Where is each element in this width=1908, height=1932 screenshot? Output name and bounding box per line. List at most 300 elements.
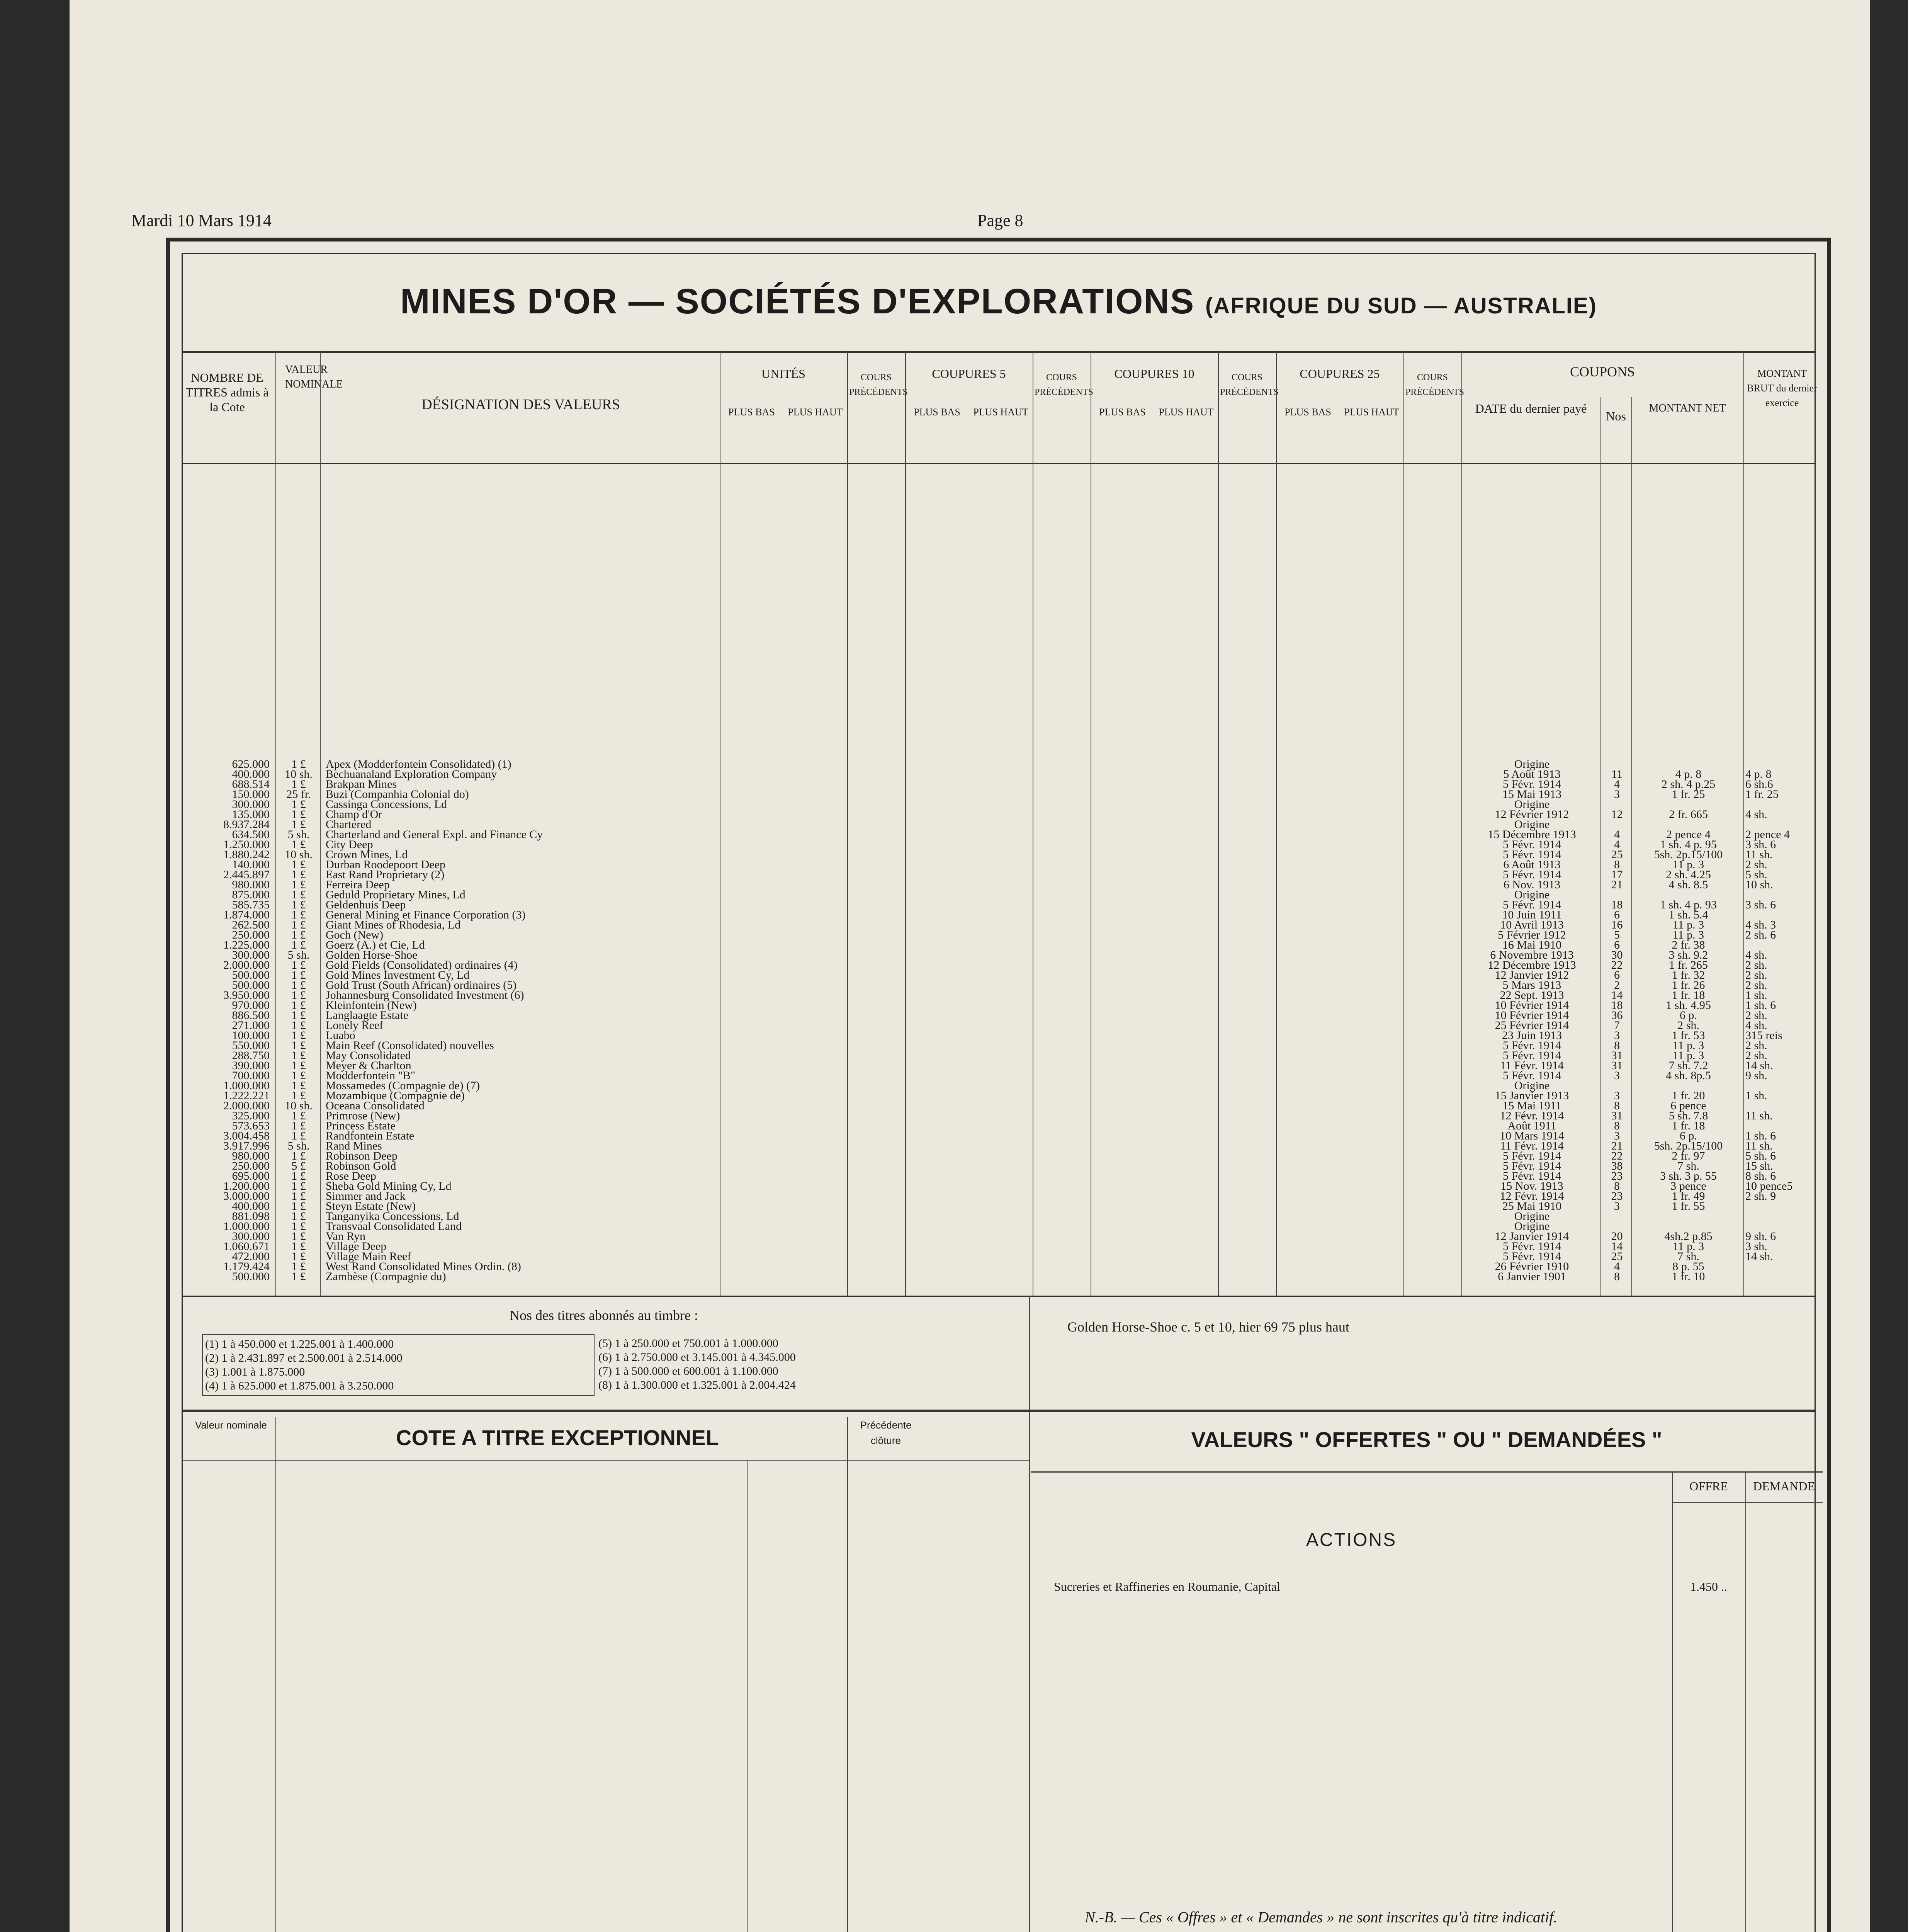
row-designation: Primrose (New): [326, 1109, 400, 1122]
abonnes-line: (1) 1 à 450.000 et 1.225.001 à 1.400.000: [205, 1338, 394, 1350]
row-designation: Rose Deep: [326, 1170, 376, 1182]
row-coupon-date: 12 Janvier 1912: [1495, 969, 1569, 981]
row-coupon-no: 14: [1611, 1240, 1623, 1253]
row-nombre: 300.000: [232, 949, 270, 961]
exc-precedente-header: Précédente clôture: [860, 1419, 912, 1446]
header-montant-brut: MONTANT BRUT du dernier exercice: [1747, 368, 1817, 408]
title-sub: (AFRIQUE DU SUD — AUSTRALIE): [1205, 293, 1597, 318]
row-nombre: 1.225.000: [223, 939, 270, 951]
row-montant-brut: 2 sh.: [1745, 1009, 1767, 1022]
row-coupon-no: 21: [1611, 878, 1623, 891]
row-montant-brut: 11 sh.: [1745, 1109, 1773, 1122]
row-coupon-no: 23: [1611, 1170, 1623, 1182]
row-designation: Charterland and General Expl. and Finance Cy: [326, 828, 543, 841]
issue-date: Mardi 10 Mars 1914: [131, 211, 272, 230]
actions-label: ACTIONS: [1306, 1530, 1397, 1550]
row-coupon-no: 4: [1614, 1260, 1620, 1273]
row-valeur: 1 £: [291, 808, 306, 821]
row-montant-brut: 3 sh.: [1745, 1240, 1767, 1253]
row-nombre: 150.000: [232, 788, 270, 801]
header-nombre: NOMBRE DE TITRES admis à la Cote: [185, 371, 269, 414]
row-coupon-no: 4: [1614, 778, 1620, 791]
row-valeur: 25 fr.: [286, 788, 311, 801]
row-coupon-date: 12 Février 1912: [1495, 808, 1569, 821]
row-coupon-date: 15 Décembre 1913: [1488, 828, 1576, 841]
row-valeur: 5 sh.: [287, 949, 310, 961]
row-montant-brut: 9 sh. 6: [1745, 1230, 1776, 1243]
row-coupon-no: 38: [1611, 1160, 1623, 1172]
title-main: MINES D'OR — SOCIÉTÉS D'EXPLORATIONS: [400, 282, 1195, 321]
row-coupon-net: 2 sh. 4.25: [1666, 868, 1711, 881]
col-rule: [1461, 351, 1462, 1296]
row-nombre: 2.000.000: [223, 1099, 270, 1112]
row-designation: Mozambique (Compagnie de): [326, 1089, 465, 1102]
row-designation: Meyer & Charlton: [326, 1059, 411, 1072]
row-valeur: 1 £: [291, 999, 306, 1012]
row-montant-brut: 2 sh.: [1745, 979, 1767, 992]
row-valeur: 1 £: [291, 918, 306, 931]
row-coupon-date: Origine: [1514, 1210, 1550, 1223]
row-coupon-no: 6: [1614, 939, 1620, 951]
row-coupon-no: 25: [1611, 1250, 1623, 1263]
header-cours-1: COURS PRÉCÉDENTS: [849, 372, 908, 397]
row-montant-brut: 5 sh. 6: [1745, 1150, 1776, 1162]
row-coupon-no: 17: [1611, 868, 1623, 881]
row-coupon-date: 5 Mars 1913: [1502, 979, 1561, 992]
row-valeur: 1 £: [291, 989, 306, 1002]
row-valeur: 1 £: [291, 1009, 306, 1022]
row-nombre: 634.500: [232, 828, 270, 841]
row-designation: Randfontein Estate: [326, 1129, 415, 1142]
row-coupon-net: 7 sh. 7.2: [1668, 1059, 1708, 1072]
col-rule: [320, 351, 321, 1296]
row-designation: Simmer and Jack: [326, 1190, 406, 1202]
row-valeur: 1 £: [291, 939, 306, 951]
row-coupon-no: 18: [1611, 999, 1623, 1012]
row-coupon-date: Origine: [1514, 1220, 1550, 1233]
row-coupon-date: 5 Févr. 1914: [1503, 868, 1561, 881]
row-nombre: 500.000: [232, 969, 270, 981]
header-cours-2: COURS PRÉCÉDENTS: [1035, 372, 1094, 397]
row-valeur: 1 £: [291, 858, 306, 871]
row-coupon-net: 11 p. 3: [1672, 1240, 1704, 1253]
row-designation: Sheba Gold Mining Cy, Ld: [326, 1180, 452, 1192]
row-coupon-date: 10 Avril 1913: [1500, 918, 1564, 931]
row-coupon-net: 1 fr. 18: [1672, 1119, 1705, 1132]
row-designation: Princess Estate: [326, 1119, 396, 1132]
row-coupon-no: 12: [1611, 808, 1623, 821]
row-nombre: 1.179.424: [223, 1260, 270, 1273]
row-valeur: 1 £: [291, 1039, 306, 1052]
row-montant-brut: 3 sh. 6: [1745, 898, 1776, 911]
row-designation: Oceana Consolidated: [326, 1099, 425, 1112]
row-nombre: 500.000: [232, 1270, 270, 1283]
row-valeur: 1 £: [291, 798, 306, 811]
row-valeur: 1 £: [291, 929, 306, 941]
row-designation: Lonely Reef: [326, 1019, 384, 1032]
row-coupon-net: 11 p. 3: [1672, 929, 1704, 941]
row-valeur: 5 sh.: [287, 828, 310, 841]
row-coupon-net: 1 fr. 18: [1672, 989, 1705, 1002]
row-valeur: 1 £: [291, 1119, 306, 1132]
offertes-nb: N.-B. — Ces « Offres » et « Demandes » ne sont inscrites qu'à titre indicatif.: [1085, 1908, 1558, 1926]
row-coupon-net: 1 fr. 10: [1672, 1270, 1705, 1283]
row-nombre: 625.000: [232, 758, 270, 770]
row-designation: Golden Horse-Shoe: [326, 949, 418, 961]
row-designation: Geldenhuis Deep: [326, 898, 406, 911]
row-coupon-net: 2 fr. 665: [1669, 808, 1708, 821]
row-montant-brut: 10 sh.: [1745, 878, 1773, 891]
row-designation: Langlaagte Estate: [326, 1009, 409, 1022]
row-coupon-date: 15 Janvier 1913: [1495, 1089, 1569, 1102]
offertes-subrule: [1672, 1502, 1823, 1503]
row-valeur: 1 £: [291, 1180, 306, 1192]
header-unites: UNITÉS: [761, 367, 805, 381]
row-valeur: 10 sh.: [285, 768, 313, 781]
row-coupon-no: 31: [1611, 1109, 1623, 1122]
header-unites-bas: PLUS BAS: [728, 406, 775, 418]
row-coupon-date: 5 Févr. 1914: [1503, 1049, 1561, 1062]
row-coupon-net: 1 fr. 49: [1672, 1190, 1705, 1202]
row-coupon-date: 6 Août 1913: [1503, 858, 1561, 871]
row-coupon-no: 16: [1611, 918, 1623, 931]
row-coupon-net: 3 sh. 3 p. 55: [1660, 1170, 1717, 1182]
row-designation: Ferreira Deep: [326, 878, 390, 891]
row-coupon-date: 10 Mars 1914: [1500, 1129, 1564, 1142]
row-coupon-date: 15 Nov. 1913: [1500, 1180, 1563, 1192]
row-designation: Main Reef (Consolidated) nouvelles: [326, 1039, 494, 1052]
row-coupon-date: 12 Févr. 1914: [1500, 1109, 1564, 1122]
row-designation: Kleinfontein (New): [326, 999, 417, 1012]
row-valeur: 1 £: [291, 1089, 306, 1102]
row-coupon-date: 5 Févr. 1914: [1503, 1039, 1561, 1052]
row-nombre: 300.000: [232, 1230, 270, 1243]
row-coupon-net: 11 p. 3: [1672, 1039, 1704, 1052]
row-valeur: 1 £: [291, 1049, 306, 1062]
offertes-item: Sucreries et Raffineries en Roumanie, Capital: [1054, 1580, 1280, 1594]
row-designation: Rand Mines: [326, 1139, 382, 1152]
row-nombre: 881.098: [232, 1210, 270, 1223]
row-coupon-net: 2 sh.: [1677, 1019, 1699, 1032]
header-designation: DÉSIGNATION DES VALEURS: [421, 396, 620, 413]
row-coupon-net: 1 fr. 32: [1672, 969, 1705, 981]
header-c5-haut: PLUS HAUT: [973, 406, 1028, 418]
row-montant-brut: 11 sh.: [1745, 848, 1773, 861]
row-coupon-date: 5 Févr. 1914: [1503, 1160, 1561, 1172]
col-rule: [847, 351, 848, 1296]
row-nombre: 3.000.000: [223, 1190, 270, 1202]
row-designation: General Mining et Finance Corporation (3): [326, 908, 526, 921]
row-montant-brut: 8 sh. 6: [1745, 1170, 1776, 1182]
offertes-item-value: 1.450 ..: [1690, 1580, 1727, 1594]
row-coupon-no: 8: [1614, 1270, 1620, 1283]
offertes-col-rule: [1672, 1471, 1673, 1932]
row-nombre: 250.000: [232, 1160, 270, 1172]
row-coupon-no: 22: [1611, 959, 1623, 971]
table-bottom-rule: [183, 1296, 1815, 1297]
section-title: [183, 281, 1815, 322]
mid-thick-rule: [183, 1410, 1815, 1412]
row-coupon-date: Origine: [1514, 1079, 1550, 1092]
row-valeur: 1 £: [291, 778, 306, 791]
row-nombre: 688.514: [232, 778, 270, 791]
row-coupon-date: 25 Mai 1910: [1502, 1200, 1562, 1213]
row-coupon-date: 6 Nov. 1913: [1503, 878, 1561, 891]
row-montant-brut: 15 sh.: [1745, 1160, 1773, 1172]
row-valeur: 1 £: [291, 1220, 306, 1233]
row-designation: Gold Trust (South African) ordinaires (5): [326, 979, 517, 992]
row-nombre: 1.060.671: [223, 1240, 270, 1253]
row-montant-brut: 4 sh.: [1745, 808, 1767, 821]
row-designation: Goerz (A.) et Cie, Ld: [326, 939, 425, 951]
row-coupon-net: 1 sh. 5.4: [1668, 908, 1708, 921]
row-coupon-no: 3: [1614, 1200, 1620, 1213]
row-designation: Champ d'Or: [326, 808, 382, 821]
row-montant-brut: 2 pence 4: [1745, 828, 1790, 841]
row-coupon-net: 8 p. 55: [1672, 1260, 1704, 1273]
row-coupon-date: 10 Juin 1911: [1502, 908, 1562, 921]
row-nombre: 2.000.000: [223, 959, 270, 971]
row-coupon-net: 4 sh. 8.5: [1668, 878, 1708, 891]
row-valeur: 5 £: [291, 1160, 306, 1172]
header-coupons: COUPONS: [1570, 364, 1635, 379]
row-valeur: 1 £: [291, 1250, 306, 1263]
exc-col-rule: [747, 1460, 748, 1932]
header-montant-net: MONTANT NET: [1649, 402, 1726, 414]
row-nombre: 325.000: [232, 1109, 270, 1122]
row-nombre: 1.222.221: [223, 1089, 270, 1102]
row-coupon-no: 21: [1611, 1139, 1623, 1152]
row-coupon-net: 5 sh. 7.8: [1668, 1109, 1708, 1122]
row-nombre: 875.000: [232, 888, 270, 901]
col-rule: [905, 351, 906, 1296]
row-designation: Robinson Gold: [326, 1160, 396, 1172]
row-valeur: 1 £: [291, 1170, 306, 1182]
row-coupon-date: 12 Janvier 1914: [1495, 1230, 1569, 1243]
row-valeur: 1 £: [291, 969, 306, 981]
row-coupon-date: 5 Févr. 1914: [1503, 1069, 1561, 1082]
row-coupon-date: 22 Sept. 1913: [1500, 989, 1564, 1002]
row-montant-brut: 2 sh.: [1745, 858, 1767, 871]
row-coupon-date: 5 Févr. 1914: [1503, 1170, 1561, 1182]
offertes-rule: [1031, 1471, 1823, 1473]
row-coupon-date: 25 Février 1914: [1495, 1019, 1569, 1032]
row-nombre: 1.000.000: [223, 1220, 270, 1233]
row-nombre: 3.950.000: [223, 989, 270, 1002]
exc-valeur-header: Valeur nominale: [195, 1419, 267, 1431]
row-valeur: 1 £: [291, 1260, 306, 1273]
col-rule: [1743, 351, 1744, 1296]
row-coupon-net: 1 fr. 55: [1672, 1200, 1705, 1213]
row-nombre: 980.000: [232, 878, 270, 891]
abonnes-line: (8) 1 à 1.300.000 et 1.325.001 à 2.004.424: [598, 1379, 796, 1391]
row-coupon-no: 8: [1614, 1119, 1620, 1132]
row-coupon-net: 2 pence 4: [1666, 828, 1711, 841]
row-valeur: 1 £: [291, 959, 306, 971]
row-coupon-date: Origine: [1514, 798, 1550, 811]
row-coupon-no: 8: [1614, 1039, 1620, 1052]
row-coupon-net: 5sh. 2p.15/100: [1654, 1139, 1723, 1152]
row-coupon-no: 3: [1614, 1089, 1620, 1102]
row-montant-brut: 9 sh.: [1745, 1069, 1767, 1082]
header-c25-bas: PLUS BAS: [1284, 406, 1331, 418]
row-montant-brut: 315 reis: [1745, 1029, 1782, 1042]
row-nombre: 472.000: [232, 1250, 270, 1263]
row-coupon-no: 6: [1614, 908, 1620, 921]
row-designation: Village Deep: [326, 1240, 387, 1253]
row-coupon-no: 6: [1614, 969, 1620, 981]
row-valeur: 1 £: [291, 1059, 306, 1072]
row-designation: Robinson Deep: [326, 1150, 398, 1162]
row-valeur: 1 £: [291, 888, 306, 901]
header-coupures25: COUPURES 25: [1300, 367, 1380, 381]
row-coupon-net: 2 fr. 38: [1672, 939, 1705, 951]
page-number: Page 8: [977, 211, 1023, 230]
row-coupon-no: 4: [1614, 838, 1620, 851]
row-valeur: 1 £: [291, 1200, 306, 1213]
col-rule: [1631, 397, 1632, 1296]
row-coupon-no: 3: [1614, 1029, 1620, 1042]
row-coupon-net: 7 sh.: [1677, 1160, 1699, 1172]
row-montant-brut: 2 sh.: [1745, 1049, 1767, 1062]
row-valeur: 1 £: [291, 818, 306, 831]
row-montant-brut: 1 sh. 6: [1745, 999, 1776, 1012]
row-coupon-no: 8: [1614, 1099, 1620, 1112]
row-nombre: 400.000: [232, 1200, 270, 1213]
row-coupon-net: 2 fr. 97: [1672, 1150, 1705, 1162]
row-coupon-date: Origine: [1514, 758, 1550, 770]
row-coupon-date: Août 1911: [1507, 1119, 1556, 1132]
row-nombre: 100.000: [232, 1029, 270, 1042]
row-valeur: 1 £: [291, 1079, 306, 1092]
col-rule: [1403, 351, 1404, 1296]
golden-note: Golden Horse-Shoe c. 5 et 10, hier 69 75 plus haut: [1067, 1319, 1349, 1335]
row-valeur: 1 £: [291, 908, 306, 921]
row-valeur: 5 sh.: [287, 1139, 310, 1152]
row-designation: Giant Mines of Rhodesia, Ld: [326, 918, 461, 931]
row-nombre: 1.000.000: [223, 1079, 270, 1092]
row-designation: Chartered: [326, 818, 372, 831]
row-coupon-no: 36: [1611, 1009, 1623, 1022]
row-coupon-date: 23 Juin 1913: [1502, 1029, 1562, 1042]
row-coupon-net: 1 sh. 4 p. 95: [1660, 838, 1717, 851]
row-designation: West Rand Consolidated Mines Ordin. (8): [326, 1260, 521, 1273]
row-designation: Tanganyika Concessions, Ld: [326, 1210, 459, 1223]
row-valeur: 1 £: [291, 868, 306, 881]
row-nombre: 980.000: [232, 1150, 270, 1162]
row-montant-brut: 5 sh.: [1745, 868, 1767, 881]
row-nombre: 250.000: [232, 929, 270, 941]
row-montant-brut: 4 sh. 3: [1745, 918, 1776, 931]
row-designation: Johannesburg Consolidated Investment (6): [326, 989, 524, 1002]
row-coupon-net: 4sh.2 p.85: [1664, 1230, 1713, 1243]
row-coupon-net: 11 p. 3: [1672, 1049, 1704, 1062]
header-valeur: VALEUR NOMINALE: [285, 364, 343, 390]
row-coupon-date: 5 Févr. 1914: [1503, 1150, 1561, 1162]
row-valeur: 1 £: [291, 1129, 306, 1142]
row-nombre: 135.000: [232, 808, 270, 821]
header-cours-3: COURS PRÉCÉDENTS: [1220, 372, 1279, 397]
abonnes-line: (2) 1 à 2.431.897 et 2.500.001 à 2.514.000: [205, 1352, 403, 1364]
row-coupon-net: 11 p. 3: [1672, 918, 1704, 931]
row-designation: Geduld Proprietary Mines, Ld: [326, 888, 466, 901]
row-valeur: 10 sh.: [285, 1099, 313, 1112]
abonnes-line: (6) 1 à 2.750.000 et 3.145.001 à 4.345.000: [598, 1351, 796, 1364]
demande-header: DEMANDE: [1753, 1479, 1815, 1493]
row-coupon-date: 6 Janvier 1901: [1498, 1270, 1566, 1283]
row-montant-brut: 2 sh.: [1745, 969, 1767, 981]
row-valeur: 10 sh.: [285, 848, 313, 861]
row-montant-brut: 11 sh.: [1745, 1139, 1773, 1152]
row-coupon-date: 15 Mai 1911: [1502, 1099, 1561, 1112]
row-coupon-net: 1 fr. 25: [1672, 788, 1705, 801]
row-coupon-net: 11 p. 3: [1672, 858, 1704, 871]
row-montant-brut: 2 sh. 9: [1745, 1190, 1776, 1202]
row-montant-brut: 1 sh.: [1745, 989, 1767, 1002]
row-designation: Cassinga Concessions, Ld: [326, 798, 447, 811]
row-coupon-net: 6 p.: [1680, 1129, 1697, 1142]
abonnes-title: Nos des titres abonnés au timbre :: [510, 1308, 698, 1323]
row-montant-brut: 2 sh.: [1745, 959, 1767, 971]
row-montant-brut: 10 pence5: [1745, 1180, 1793, 1192]
row-coupon-no: 14: [1611, 989, 1623, 1002]
row-coupon-net: 5sh. 2p.15/100: [1654, 848, 1723, 861]
row-coupon-net: 1 fr. 265: [1669, 959, 1708, 971]
row-nombre: 500.000: [232, 979, 270, 992]
row-nombre: 886.500: [232, 1009, 270, 1022]
header-bottom-rule: [183, 463, 1815, 464]
row-valeur: 1 £: [291, 1240, 306, 1253]
row-nombre: 695.000: [232, 1170, 270, 1182]
row-coupon-net: 1 fr. 20: [1672, 1089, 1705, 1102]
row-valeur: 1 £: [291, 979, 306, 992]
abonnes-line: (3) 1.001 à 1.875.000: [205, 1366, 305, 1378]
header-c10-bas: PLUS BAS: [1099, 406, 1146, 418]
row-coupon-no: 3: [1614, 1069, 1620, 1082]
row-valeur: 1 £: [291, 1109, 306, 1122]
row-coupon-date: 12 Févr. 1914: [1500, 1190, 1564, 1202]
row-designation: Durban Roodepoort Deep: [326, 858, 445, 871]
row-coupon-no: 31: [1611, 1059, 1623, 1072]
header-unites-haut: PLUS HAUT: [788, 406, 843, 418]
row-coupon-net: 3 sh. 9.2: [1668, 949, 1708, 961]
row-coupon-date: 16 Mai 1910: [1502, 939, 1562, 951]
row-nombre: 140.000: [232, 858, 270, 871]
inner-frame: [182, 253, 1816, 1932]
row-valeur: 1 £: [291, 1029, 306, 1042]
row-nombre: 585.735: [232, 898, 270, 911]
row-coupon-date: 11 Févr. 1914: [1500, 1139, 1564, 1152]
row-designation: Mossamedes (Compagnie de) (7): [326, 1079, 480, 1092]
row-coupon-date: 12 Décembre 1913: [1488, 959, 1576, 971]
row-coupon-no: 11: [1611, 768, 1623, 781]
offre-header: OFFRE: [1689, 1479, 1728, 1493]
row-coupon-no: 8: [1614, 1180, 1620, 1192]
row-coupon-date: 5 Février 1912: [1498, 929, 1566, 941]
row-coupon-date: Origine: [1514, 818, 1550, 831]
row-montant-brut: 1 sh.: [1745, 1089, 1767, 1102]
row-coupon-date: Origine: [1514, 888, 1550, 901]
row-coupon-net: 1 sh. 4.95: [1666, 999, 1711, 1012]
abonnes-line: (5) 1 à 250.000 et 750.001 à 1.000.000: [598, 1337, 778, 1350]
abonnes-right: [596, 1334, 987, 1395]
row-coupon-no: 4: [1614, 828, 1620, 841]
header-c25-haut: PLUS HAUT: [1344, 406, 1399, 418]
row-coupon-no: 22: [1611, 1150, 1623, 1162]
row-coupon-net: 2 sh. 4 p.25: [1661, 778, 1716, 791]
row-coupon-date: 10 Février 1914: [1495, 1009, 1569, 1022]
row-valeur: 1 £: [291, 1210, 306, 1223]
